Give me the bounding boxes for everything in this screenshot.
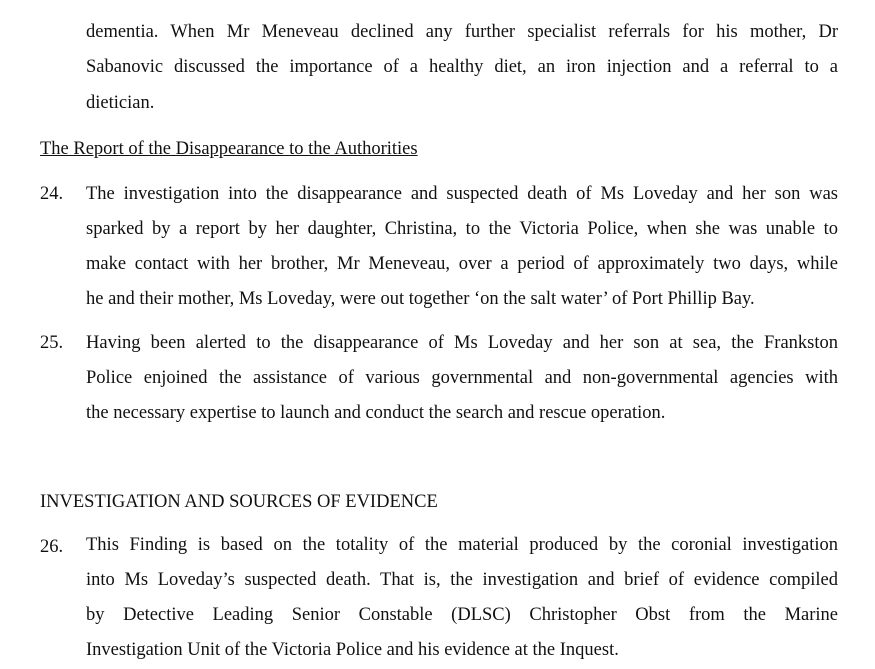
paragraph-24-line: sparked by a report by her daughter, Christina, to the Victoria Police, when she was unable to [86,219,838,239]
paragraph-23-line: dementia. When Mr Meneveau declined any further specialist referrals for his mother, Dr [86,22,838,42]
paragraph-25-line: the necessary expertise to launch and conduct the search and rescue operation. [86,403,666,423]
paragraph-25-line: Police enjoined the assistance of various governmental and non-governmental agencies with [86,368,838,388]
paragraph-24-line: he and their mother, Ms Loveday, were out together ‘on the salt water’ of Port Phillip Bay. [86,289,755,309]
paragraph-25-line: Having been alerted to the disappearance of Ms Loveday and her son at sea, the Frankston [86,333,838,353]
paragraph-26-line: This Finding is based on the totality of the material produced by the coronial investigation [86,535,838,555]
section-heading-investigation: INVESTIGATION AND SOURCES OF EVIDENCE [40,492,438,512]
section-heading-report: The Report of the Disappearance to the Authorities [40,139,418,159]
paragraph-number: 26. [40,537,64,557]
paragraph-24-line: The investigation into the disappearance and suspected death of Ms Loveday and her son was [86,184,838,204]
paragraph-26-line: into Ms Loveday’s suspected death. That is, the investigation and brief of evidence compiled [86,570,838,590]
paragraph-number: 24. [40,184,64,204]
paragraph-24-line: make contact with her brother, Mr Meneveau, over a period of approximately two days, while [86,254,838,274]
paragraph-23-line: dietician. [86,93,155,113]
paragraph-number: 25. [40,333,64,353]
paragraph-26-line: Investigation Unit of the Victoria Police and his evidence at the Inquest. [86,640,619,660]
paragraph-23-line: Sabanovic discussed the importance of a healthy diet, an iron injection and a referral to a [86,57,838,77]
paragraph-26-line: by Detective Leading Senior Constable (DLSC) Christopher Obst from the Marine [86,605,838,625]
